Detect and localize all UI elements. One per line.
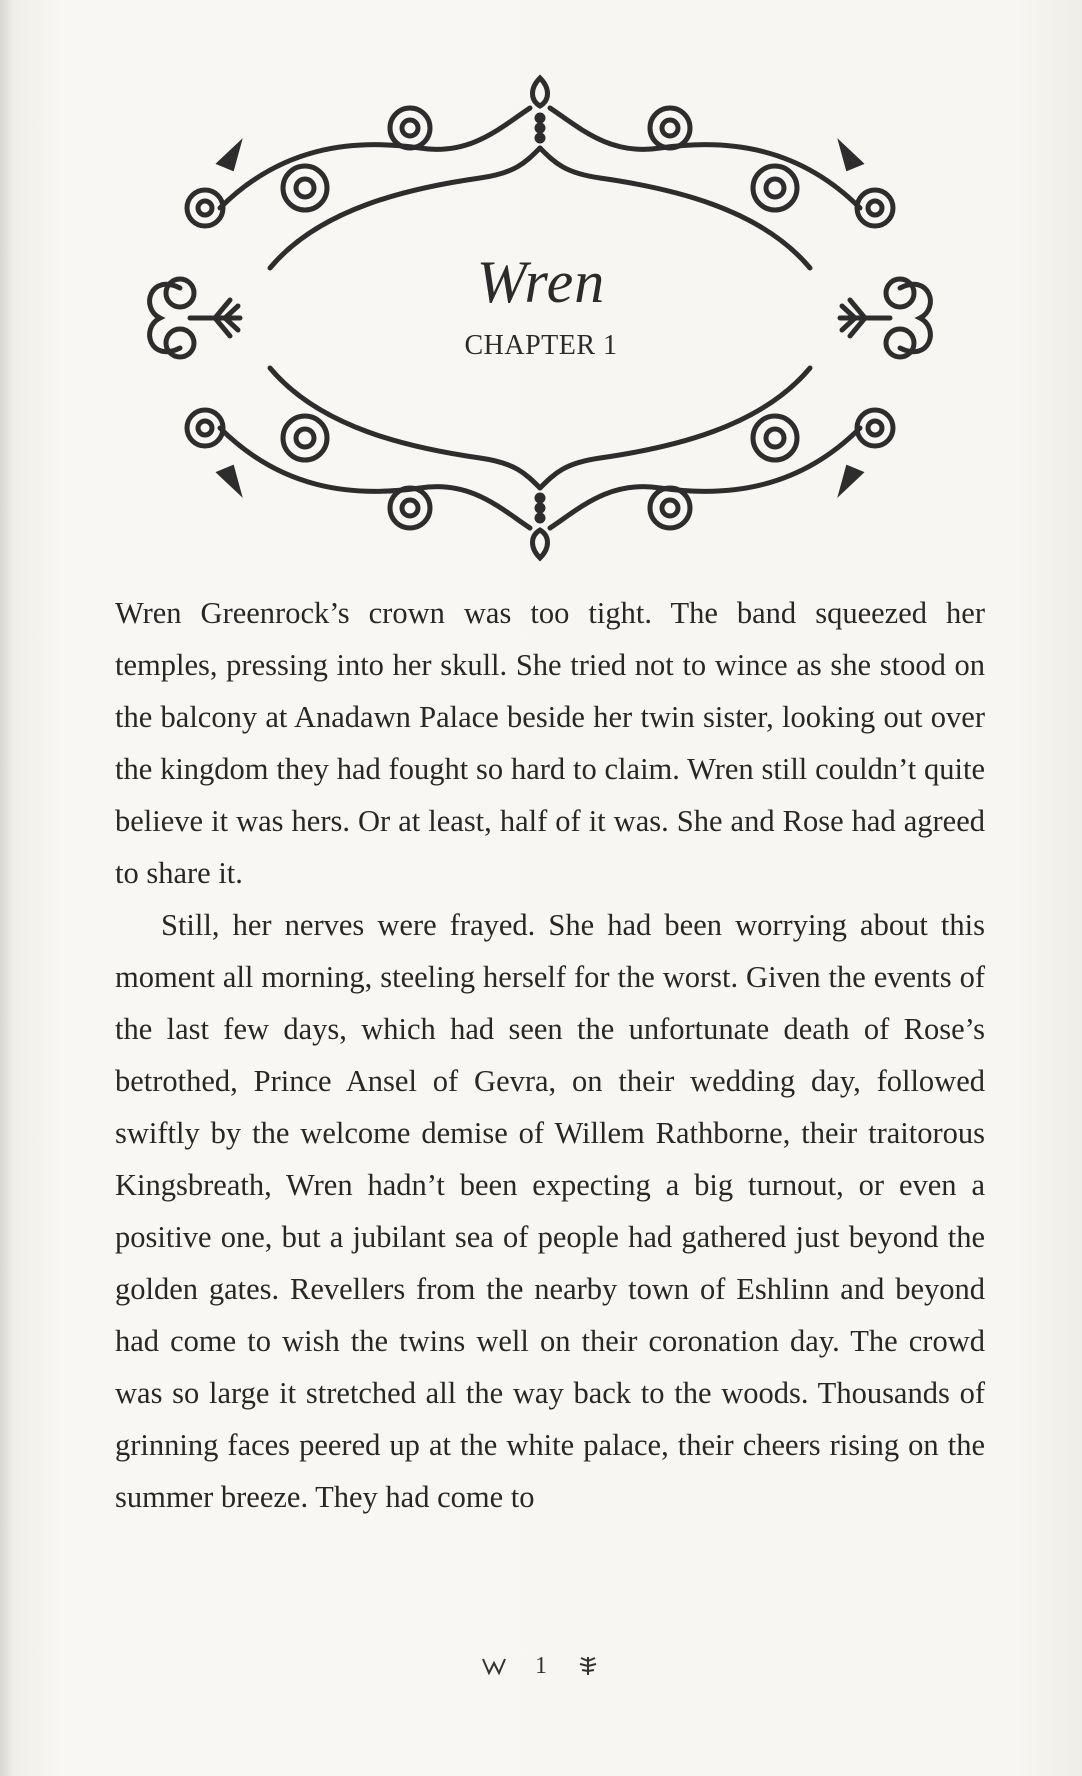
page-number: 1 — [535, 1652, 547, 1679]
page-footer — [0, 1652, 1082, 1680]
ornamental-flourish-frame-icon — [120, 68, 960, 568]
chapter-number: CHAPTER 1 — [464, 330, 618, 361]
bird-icon — [481, 1655, 507, 1677]
chapter-body — [115, 587, 985, 1523]
fern-icon — [575, 1655, 601, 1677]
paragraph-2: Still, her nerves were frayed. She had been worrying about this moment all morning, steeling herself for the worst. Given the events of the last few days, which had seen the unfortunate death of Rose’s betrothed, Prince Ansel of Gevra, on their wedding day, followed swiftly by the welcome demise of Willem Rathborne, their traitorous Kingsbreath, Wren hadn’t been expecting a big turnout, or even a positive one, but a jubilant sea of people had gathered just beyond the golden gates. Revellers from the nearby town of Eshlinn and beyond had come to wish the twins well on their coronation day. The crowd was so large it stretched all the way back to the woods. Thousands of grinning faces peered up at the white palace, their cheers rising on the summer breeze. They had come to — [115, 908, 985, 1514]
paragraph-1: Wren Greenrock’s crown was too tight. The band squeezed her temples, pressing into her skull. She tried not to wince as she stood on the balcony at Anadawn Palace beside her twin sister, looking out over the kingdom they had fought so hard to claim. Wren still couldn’t quite believe it was hers. Or at least, half of it was. She and Rose had agreed to share it. — [115, 596, 985, 890]
chapter-title: Wren — [476, 249, 606, 315]
